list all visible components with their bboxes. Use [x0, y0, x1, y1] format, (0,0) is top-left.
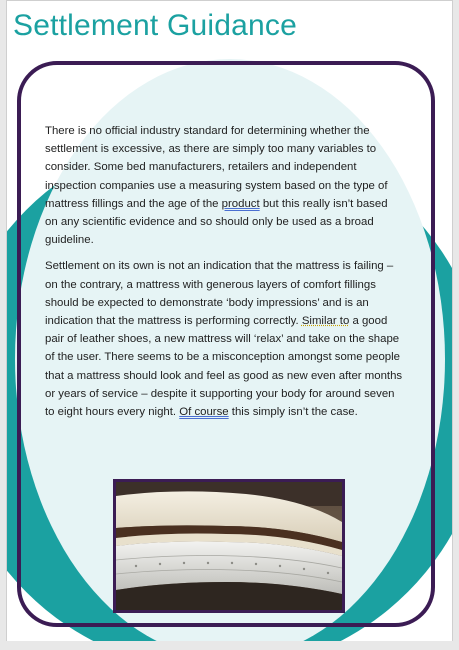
- paragraph-1-text-b: but this really isn’t based on any scientific evidence and so should only be used as a broad guideline.: [45, 197, 388, 247]
- paragraph-2-dotted-phrase: Similar to: [301, 315, 350, 328]
- paragraph-2-text-a: Settlement on its own is not an indication that the mattress is failing – on the contrary, a mattress with generous layers of comfort fillings should be expected to demonstrate ‘body impressions’ and is an indication that the mattress is performing correctly.: [45, 260, 394, 328]
- document-page: [7, 1, 452, 641]
- mattress-photo: [113, 479, 345, 613]
- body-text: [45, 122, 403, 429]
- paragraph-1-marked-word: product: [221, 197, 260, 210]
- paragraph-1-text-a: There is no official industry standard for determining whether the settlement is excessive, as there are simply too many variables to consider. Some bed manufacturers, retailers and independent inspection companies use a measuring system based on the type of mattress fillings and the age of the: [45, 125, 388, 210]
- paragraph-2-marked-phrase: Of course: [179, 406, 229, 419]
- mattress-photo-icon: [116, 482, 342, 610]
- page-title: Settlement Guidance: [13, 9, 297, 42]
- paragraph-2: [45, 257, 403, 421]
- paragraph-1: [45, 122, 403, 249]
- paragraph-2-text-b: a good pair of leather shoes, a new mattress will ‘relax’ and take on the shape of the user. There seems to be a misconception amongst some people that a mattress should look and feel as good as new even after months or years of service – despite it supporting your body for around seven to eight hours every night.: [45, 315, 403, 419]
- page-gap: [0, 641, 459, 650]
- paragraph-2-text-c: this simply isn’t the case.: [228, 406, 358, 419]
